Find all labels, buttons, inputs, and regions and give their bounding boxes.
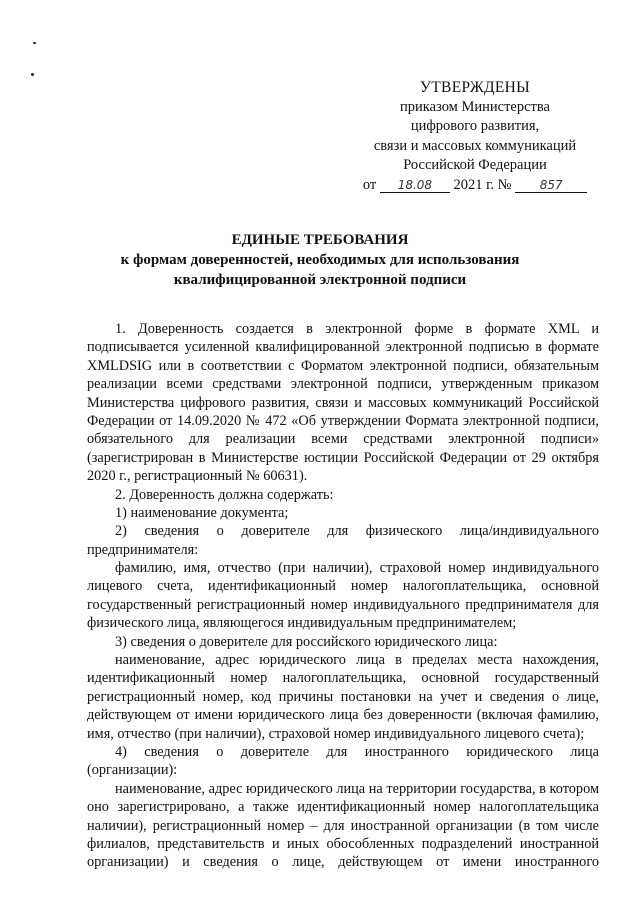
body-line: регистрационный номер, код причины постановки на учет и сведения о лице,: [87, 688, 599, 705]
body-line: 1. Доверенность создается в электронной форме в формате XML и: [115, 321, 599, 337]
body-line: оно зарегистрировано, а также идентификационный номер налогоплательщика: [87, 799, 599, 816]
approval-heading: УТВЕРЖДЕНЫ: [420, 79, 530, 96]
body-line: предпринимателя:: [87, 541, 199, 558]
handwritten-order-number: 857: [515, 178, 587, 193]
body-line: организации) и сведения о лице, действующем от имени иностранного: [87, 854, 599, 871]
body-line: подписывается усиленной квалифицированной электронной подписью в формате: [87, 339, 599, 356]
body-line: (зарегистрирован в Министерстве юстиции Российской Федерации от 29 октября: [87, 449, 599, 466]
body-line: государственный регистрационный номер индивидуального предпринимателя для: [87, 596, 599, 613]
body-line: (организации):: [87, 762, 178, 779]
body-line: 2) сведения о доверителе для физического лица/индивидуального: [115, 523, 599, 540]
body-line: XMLDSIG или в соответствии с Форматом электронной подписи, обязательным: [87, 357, 599, 374]
scan-speck-2: [31, 73, 34, 76]
approval-line-4: Российской Федерации: [403, 157, 547, 173]
body-line: Министерства цифрового развития, связи и массовых коммуникаций Российской: [87, 394, 599, 411]
from-label: от: [362, 176, 377, 193]
year-number-label: 2021 г. №: [453, 176, 512, 193]
body-line: физического лица, являющегося индивидуальным предпринимателем;: [87, 615, 517, 632]
approval-line-2: цифрового развития,: [410, 118, 540, 134]
order-date-number-line: [340, 176, 610, 196]
body-line: 1) наименование документа;: [115, 504, 289, 521]
title-line-1: ЕДИНЫЕ ТРЕБОВАНИЯ: [231, 232, 409, 248]
body-line: лицевого счета, идентификационный номер налогоплательщика, основной: [87, 578, 599, 595]
body-line: филиалов, представительств и иных обособленных подразделений иностранной: [87, 835, 599, 852]
title-line-2: к формам доверенностей, необходимых для использования: [120, 252, 520, 268]
body-line: действующем от имени юридического лица без доверенности (включая фамилию,: [87, 707, 599, 724]
approval-line-1: приказом Министерства: [400, 98, 550, 115]
scan-speck-1: [33, 42, 36, 44]
document-title: [0, 230, 640, 290]
approval-line-3: связи и массовых коммуникаций: [373, 137, 577, 154]
approval-block: [340, 78, 610, 195]
body-line: наименование, адрес юридического лица в пределах места нахождения,: [115, 652, 599, 669]
title-line-3: квалифицированной электронной подписи: [173, 272, 467, 288]
body-line: 3) сведения о доверителе для российского юридического лица:: [115, 633, 498, 650]
body-line: обязательного для реализации всеми средствами электронной подписи»: [87, 431, 599, 448]
body-line: реализации всеми средствами электронной подписи, утвержденным приказом: [87, 376, 599, 393]
body-line: наличии), регистрационный номер – для иностранной организации (в том числе: [87, 817, 599, 834]
document-body: [87, 320, 599, 872]
body-line: 2020 г., регистрационный № 60631).: [87, 468, 308, 485]
body-line: идентификационный номер налогоплательщика, основной государственный: [87, 670, 599, 687]
handwritten-date: 18.08: [380, 178, 450, 193]
body-line: наименование, адрес юридического лица на территории государства, в котором: [115, 780, 599, 797]
body-line: фамилию, имя, отчество (при наличии), страховой номер индивидуального: [115, 560, 599, 577]
body-line: 2. Доверенность должна содержать:: [115, 486, 334, 503]
body-line: имя, отчество (при наличии), страховой номер индивидуального лицевого счета);: [87, 725, 585, 742]
body-line: Федерации от 14.09.2020 № 472 «Об утверждении Формата электронной подписи,: [87, 412, 599, 429]
body-line: 4) сведения о доверителе для иностранного юридического лица: [115, 743, 599, 760]
